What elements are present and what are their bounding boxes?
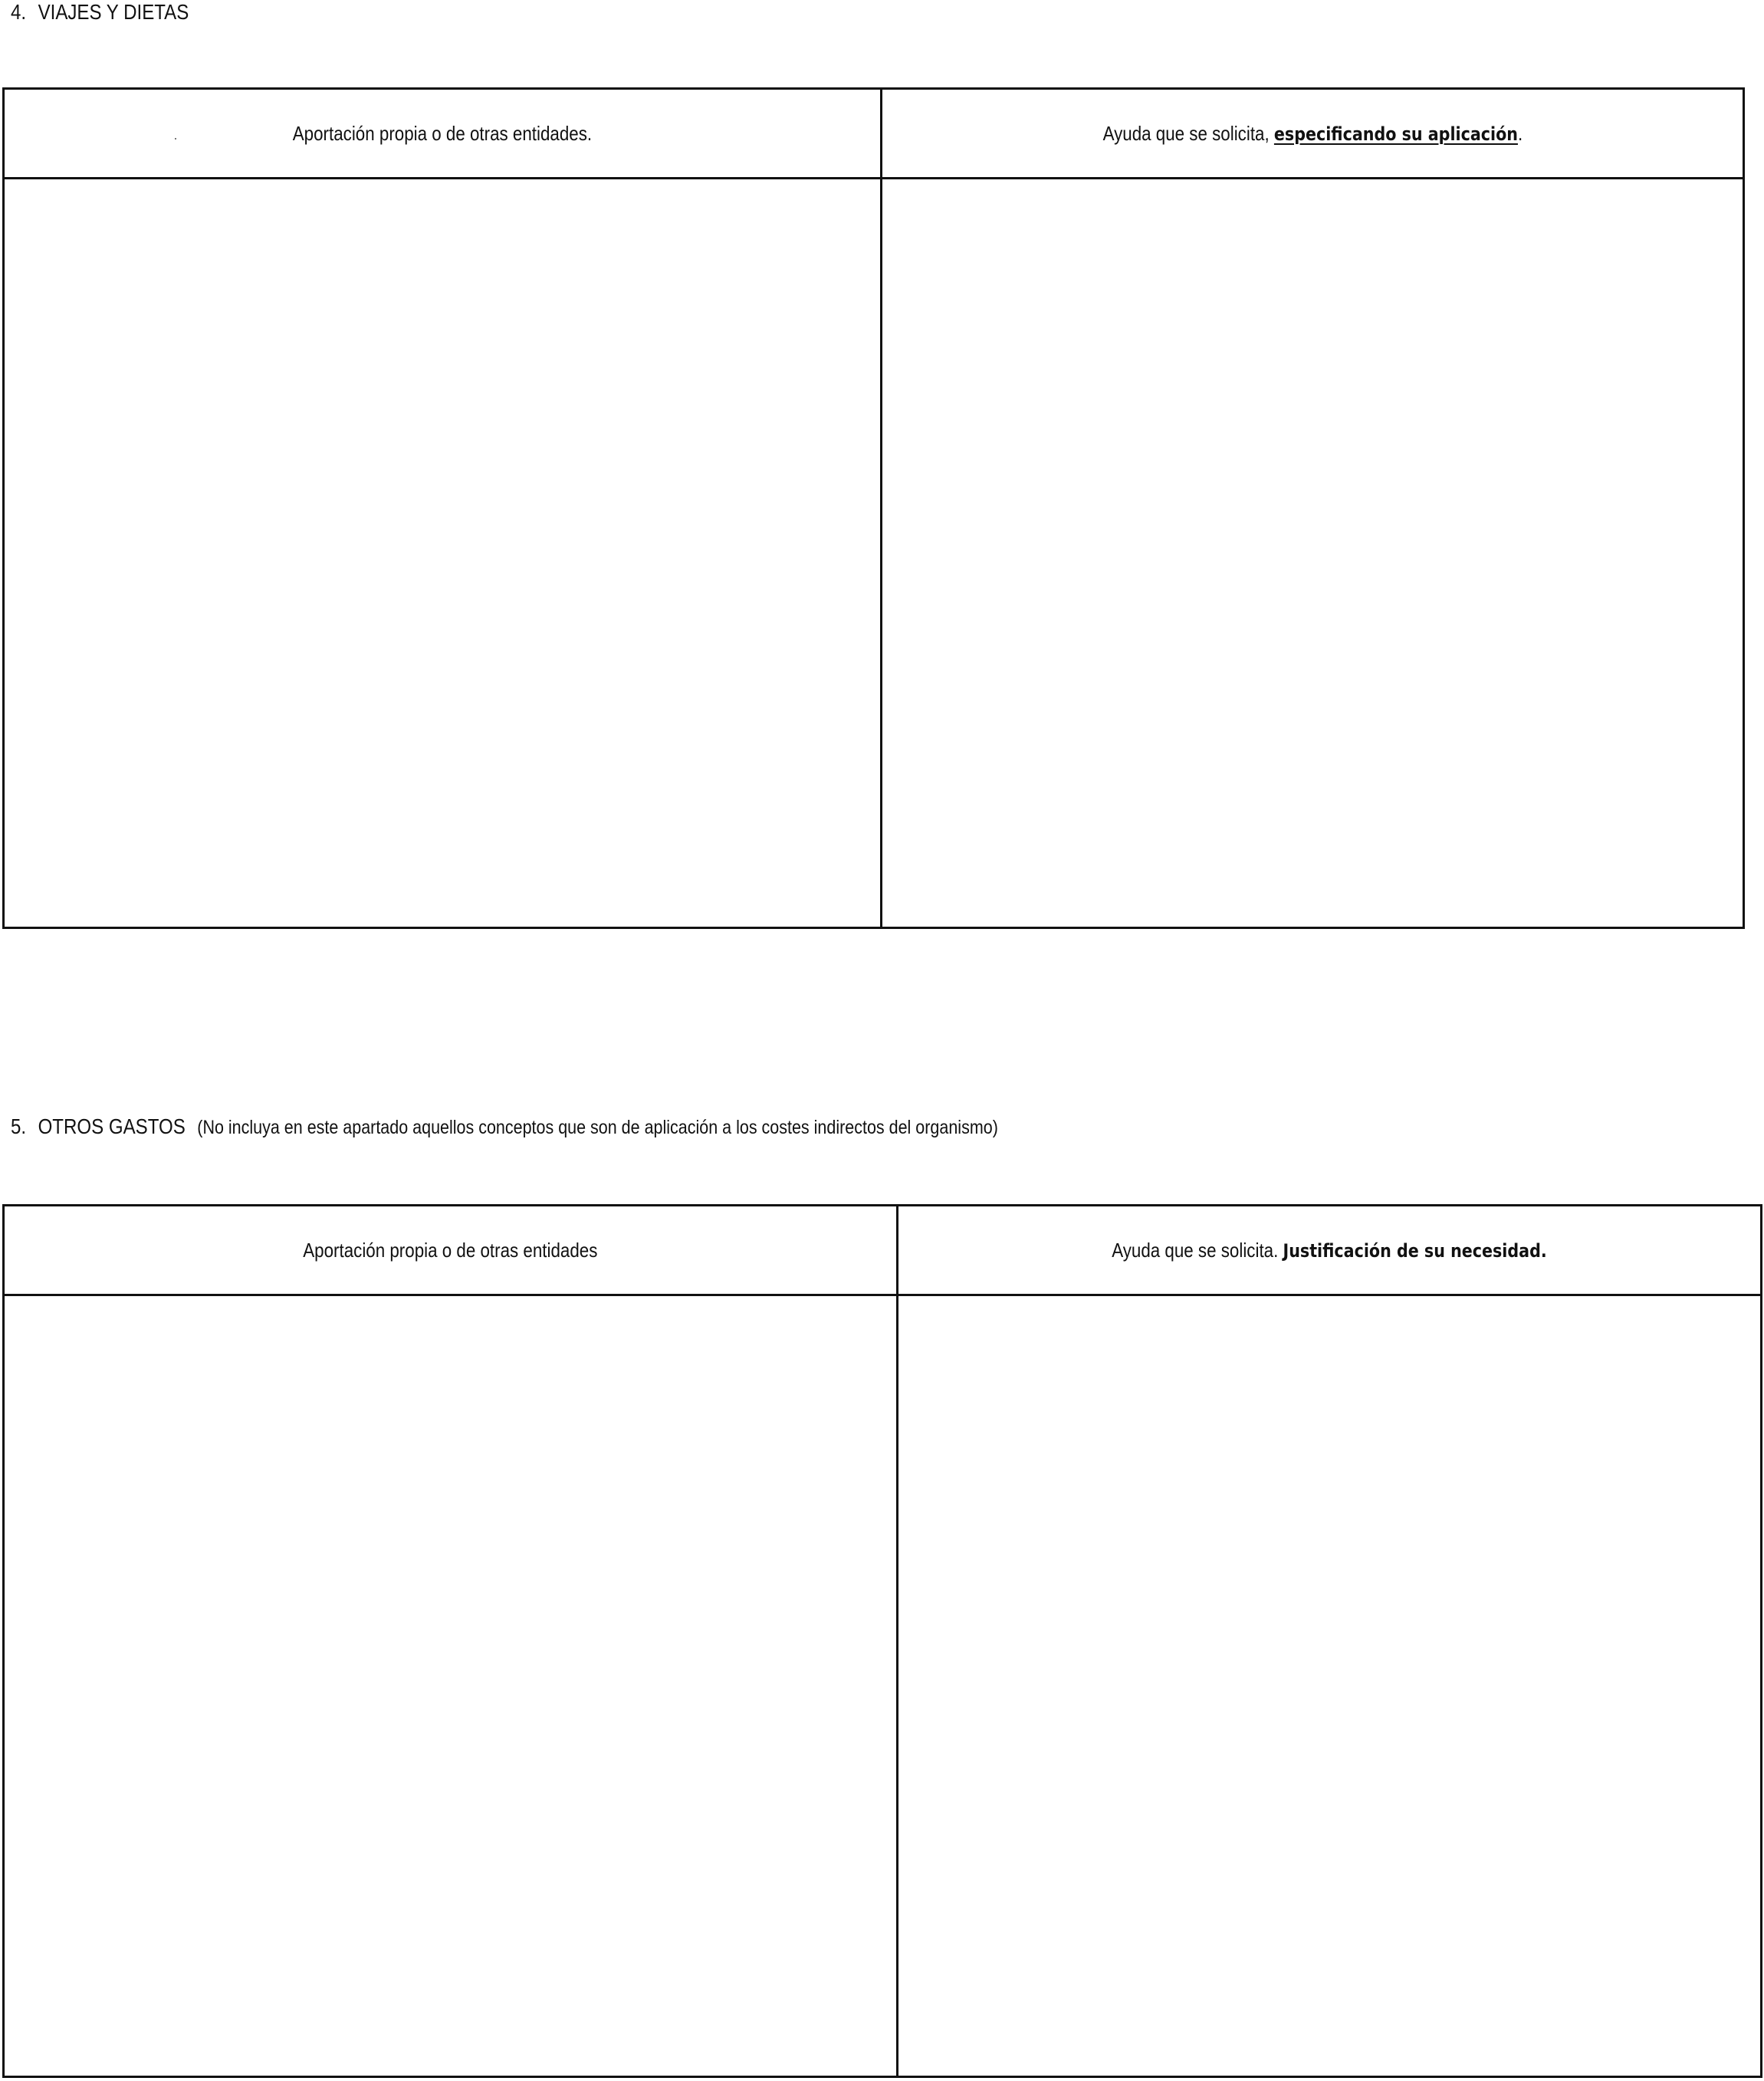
- section-4-left-header-text: Aportación propia o de otras entidades.: [292, 121, 593, 145]
- section-4-right-header-text: [1102, 122, 1523, 146]
- section-4-header-row: [5, 90, 1743, 179]
- section-4-title: [11, 0, 189, 25]
- section-4-left-header: [5, 90, 880, 177]
- section-4-right-header-prefix: Ayuda que se solicita,: [1102, 121, 1270, 145]
- section-5-title: [11, 1114, 998, 1139]
- section-5-number: 5.: [11, 1114, 27, 1138]
- section-5-note: (No incluya en este apartado aquellos conceptos que son de aplicación a los costes indirectos del organismo): [197, 1117, 998, 1138]
- section-4-table: [2, 87, 1745, 929]
- section-4-right-header: [882, 90, 1743, 177]
- section-5-right-header: [898, 1206, 1760, 1294]
- section-4-number: 4.: [11, 0, 27, 24]
- section-5-right-header-emphasis: Justificación de su necesidad.: [1283, 1239, 1547, 1262]
- section-4-title-text: VIAJES Y DIETAS: [38, 0, 189, 24]
- scan-speck: [175, 138, 176, 139]
- section-5-right-header-prefix: Ayuda que se solicita.: [1112, 1238, 1279, 1262]
- section-5-table: [2, 1204, 1762, 2078]
- section-4-left-entry-area[interactable]: [5, 179, 880, 927]
- section-5-right-header-text: [1112, 1239, 1547, 1262]
- section-5-title-text: OTROS GASTOS: [38, 1114, 186, 1138]
- section-5-right-entry-area[interactable]: [898, 1296, 1760, 2076]
- section-5-left-header-text: Aportación propia o de otras entidades: [303, 1238, 598, 1262]
- section-4-right-header-emphasis: especificando su aplicación: [1273, 123, 1518, 145]
- section-5-left-header: [5, 1206, 896, 1294]
- section-4-right-header-suffix: .: [1517, 121, 1523, 145]
- section-4-right-entry-area[interactable]: [882, 179, 1743, 927]
- section-5-left-entry-area[interactable]: [5, 1296, 896, 2076]
- section-5-header-row: [5, 1206, 1760, 1296]
